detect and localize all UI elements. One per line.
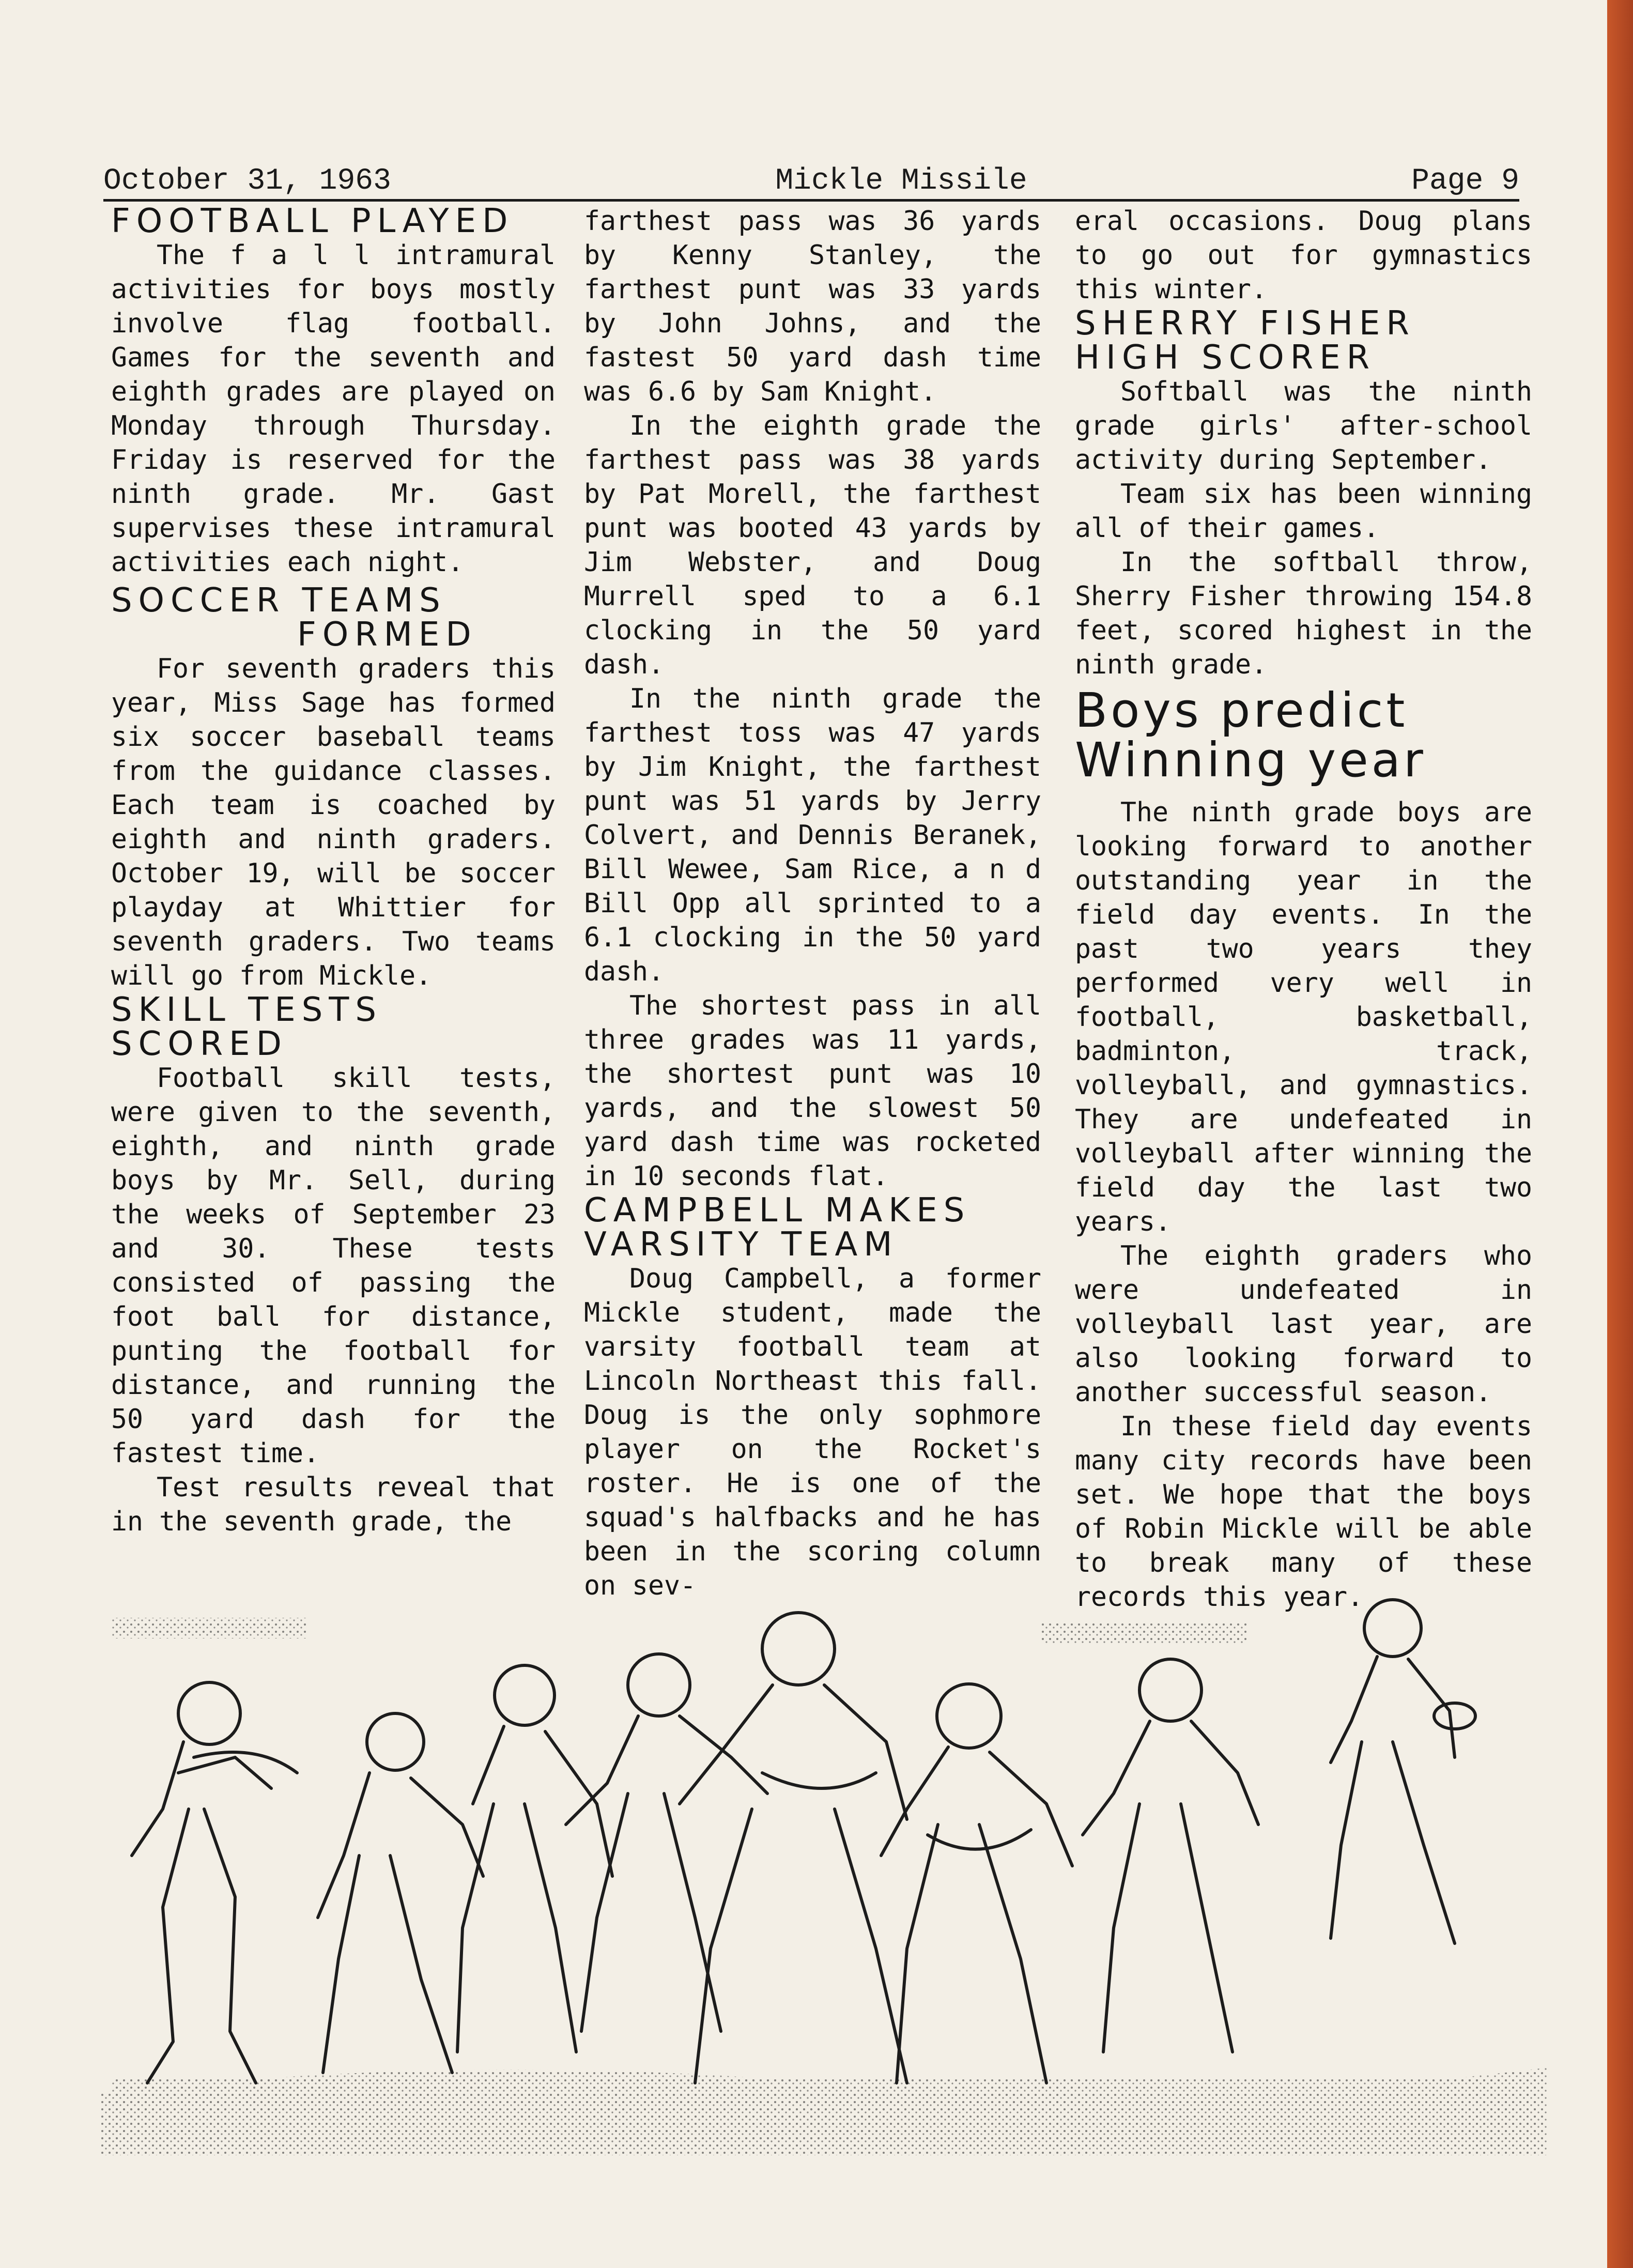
column-2 — [584, 204, 1041, 1603]
paragraph: In the eighth grade the farthest pass was 38 yards by Pat Morell, the farthest punt was booted 43 yards by Jim Webster, and Doug Murrell sped to a 6.1 clocking in the 50 yard dash. — [584, 410, 1041, 680]
paragraph: Football skill tests, were given to the seventh, eighth, and ninth grade boys by Mr. Sell, during the weeks of September 23 and 30. These tests consisted of passing the foot ball for distance, punting the football for distance, and running the 50 yard dash for the fastest time. — [111, 1063, 556, 1469]
paragraph: Softball was the ninth grade girls' after-school activity during September. — [1075, 376, 1532, 476]
paragraph: In the softball throw, Sherry Fisher throwing 154.8 feet, scored highest in the ninth grade. — [1075, 547, 1532, 680]
paragraph: The f a l l intramural activities for boys mostly involve flag football. Games for the seventh and eighth grades are played on Monday through Thursday. Friday is reserved for the ninth grade. Mr. Gast supervises these intramural activities each night. — [111, 240, 556, 578]
column-1 — [111, 204, 556, 1539]
page-header — [103, 164, 1519, 202]
paragraph: The shortest pass in all three grades was 11 yards, the shortest punt was 10 yards, and the slowest 50 yard dash time was rocketed in 10 seconds flat. — [584, 990, 1041, 1192]
paragraph: The eighth graders who were undefeated in volleyball last year, are also looking forward to another successful season. — [1075, 1240, 1532, 1408]
paragraph: In these field day events many city records have been set. We hope that the boys of Robin Mickle will be able to break many of these records this year. — [1075, 1411, 1532, 1613]
paragraph: eral occasions. Doug plans to go out for gymnastics this winter. — [1075, 206, 1532, 305]
header-page-number: Page 9 — [1411, 164, 1519, 198]
paragraph: Team six has been winning all of their games. — [1075, 479, 1532, 544]
page-edge — [1607, 0, 1633, 2268]
headline-skill-tests: SKILL TESTS SCORED — [111, 991, 382, 1063]
header-title: Mickle Missile — [775, 164, 1027, 198]
paragraph: For seventh graders this year, Miss Sage has formed six soccer baseball teams from the guidance classes. Each team is coached by eighth and ninth graders. October 19, will be soccer playday at Whittier for seventh graders. Two teams will go from Mickle. — [111, 653, 556, 991]
header-date: October 31, 1963 — [103, 164, 391, 198]
column-3 — [1075, 204, 1532, 1614]
headline-soccer-teams: SOCCER TEAMS FORMED — [111, 581, 477, 654]
paragraph: farthest pass was 36 yards by Kenny Stanley, the farthest punt was 33 yards by John Johns, and the fastest 50 yard dash time was 6.6 by Sam Knight. — [584, 206, 1041, 407]
headline-football-played: FOOTBALL PLAYED — [111, 202, 514, 240]
paragraph: Test results reveal that in the seventh grade, the — [111, 1472, 556, 1537]
headline-campbell-makes-varsity: CAMPBELL MAKES VARSITY TEAM — [584, 1191, 971, 1264]
paragraph: The ninth grade boys are looking forward to another outstanding year in the field day events. In the past two years they performed very well in football, basketball, badminton, track, volleyball, and gymnastics. They are undefeated in volleyball after winning the field day the last two years. — [1075, 797, 1532, 1237]
headline-boys-predict: Boys predict Winning year — [1075, 683, 1426, 788]
football-players-drawing-icon — [101, 1587, 1548, 2155]
paragraph: In the ninth grade the farthest toss was 47 yards by Jim Knight, the farthest punt was 51 yards by Jerry Colvert, and Dennis Beranek, Bill Wewee, Sam Rice, a n d Bill Opp all sprinted to a 6.1 clocking in the 50 yard dash. — [584, 683, 1041, 987]
headline-sherry-fisher: SHERRY FISHER HIGH SCORER — [1075, 304, 1415, 377]
paragraph: Doug Campbell, a former Mickle student, made the varsity football team at Lincoln Northeast this fall. Doug is the only sophmore player on the Rocket's roster. He is one of the squad's halfbacks and he has been in the scoring column on sev- — [584, 1263, 1041, 1601]
